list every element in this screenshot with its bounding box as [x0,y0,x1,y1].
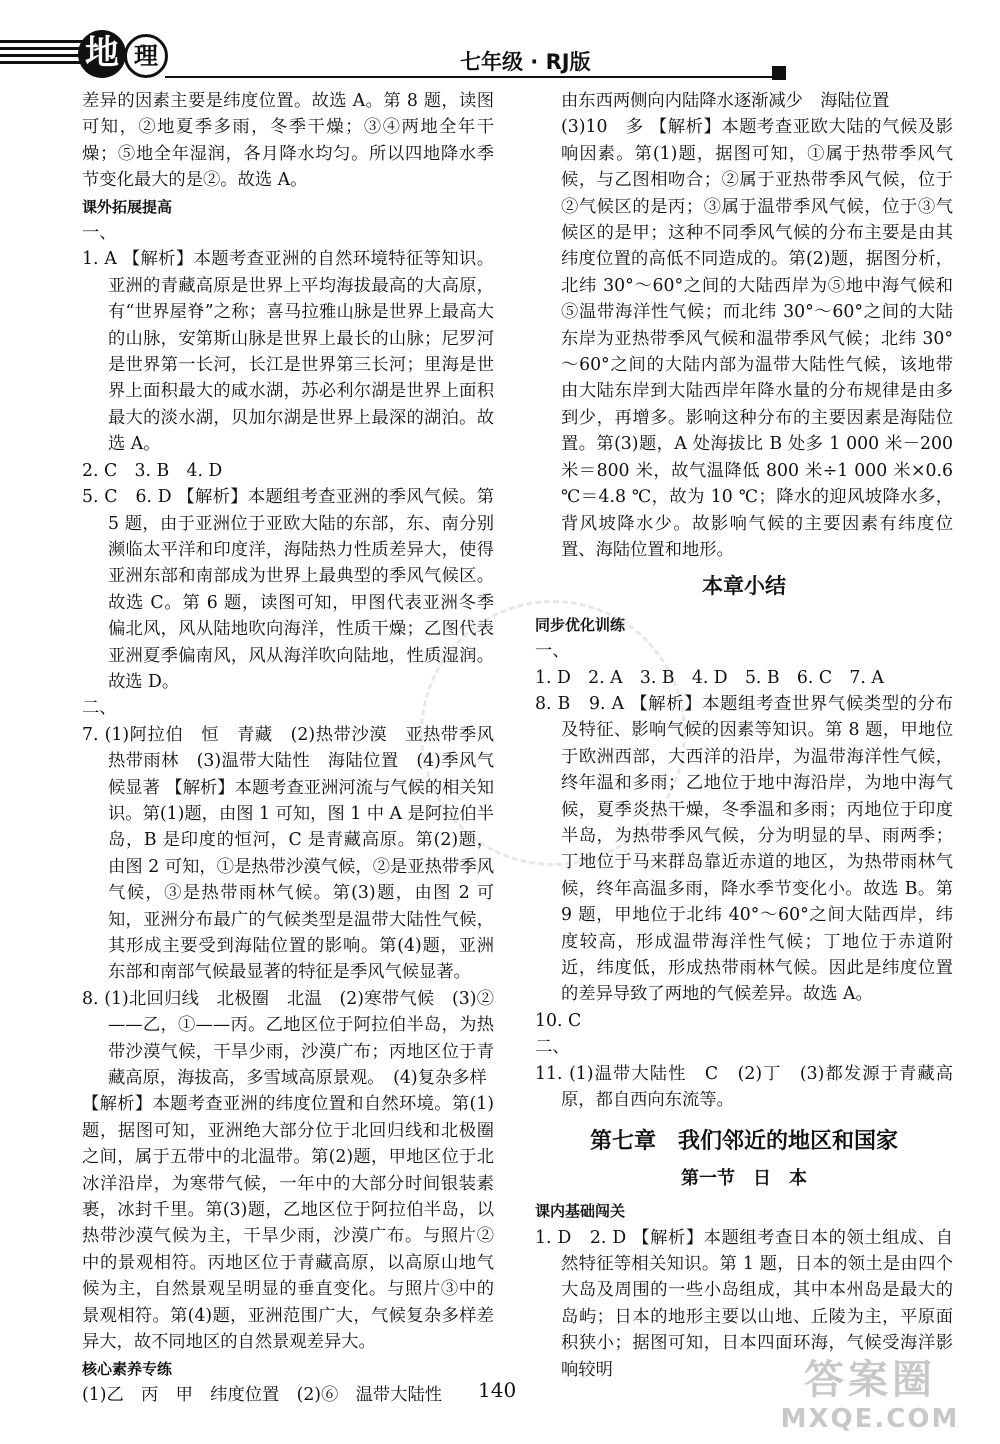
subsection-heading: 同步优化训练 [535,615,626,634]
part-marker: 二、 [535,1037,570,1058]
paragraph: 由东西两侧向内陆降水逐渐减少 海陆位置 [561,91,890,111]
answer-item: 8. (1)北回归线 北极圈 北温 (2)寒带气候 (3)②——乙，①——丙。乙地区位于阿拉伯半岛，为热带沙漠气候，干旱少雨，沙漠广布；丙地区位于青藏高原，海拔高，多雪域高原景观。 (4)复杂多样 [82,988,494,1089]
answer-item: 1. A 【解析】本题考查亚洲的自然环境特征等知识。亚洲的青藏高原是世界上平均海拔最高的大高原，有“世界屋脊”之称；喜马拉雅山脉是世界上最高大的山脉，安第斯山脉是世界上最长的山脉；尼罗河是世界第一长河，长江是世界第三长河；里海是世界上面积最大的咸水湖，苏必利尔湖是世界上面积最大的淡水湖，贝加尔湖是世界上最深的湖泊。故选 A。 [82,249,494,455]
answer-item: 10. C [535,1010,582,1031]
header-stripes [0,40,90,68]
page-header [0,0,1000,80]
subsection-heading: 课外拓展提高 [82,197,173,216]
chapter-title: 第七章 我们邻近的地区和国家 [589,1129,898,1155]
site-watermark [760,1356,980,1436]
section-title: 第一节 日 本 [681,1167,807,1189]
subsection-heading: 课内基础闯关 [535,1202,626,1221]
answer-explanation: 【解析】本题考查亚洲的纬度位置和自然环境。第(1)题，据图可知，亚洲绝大部分位于北回归线和北极圈之间，属于五带中的北温带。第(2)题，甲地区位于北冰洋沿岸，为寒带气候，一年中的大部分时间银装素裹，冰封千里。第(3)题，乙地区位于阿拉伯半岛，以热带沙漠气候为主，干旱少雨，沙漠广布。与照片②中的景观相符。丙地区位于青藏高原，以高原山地气候为主，自然景观呈明显的垂直变化。与照片③中的景观相符。第(4)题，亚洲范围广大，气候复杂多样差异大，故不同地区的自然景观差异大。 [82,1094,494,1353]
answer-item: 5. C 6. D 【解析】本题组考查亚洲的季风气候。第 5 题，由于亚洲位于亚欧大陆的东部，东、南分别濒临太平洋和印度洋，海陆热力性质差异大，使得亚洲东部和南部成为世界上最典型的季风气候区。故选 C。第 6 题，读图可知，甲图代表亚洲冬季偏北风，风从陆地吹向海洋，性质干燥；乙图代表亚洲夏季偏南风，风从海洋吹向陆地，性质湿润。故选 D。 [82,487,494,692]
subject-logo-sub: 理 [124,34,168,78]
page-number: 140 [478,1378,517,1402]
watermark-logo: 答案圈 [804,1357,936,1403]
subsection-heading: 核心素养专练 [82,1359,173,1378]
answer-item: 7. (1)阿拉伯 恒 青藏 (2)热带沙漠 亚热带季风 热带雨林 (3)温带大陆性 海陆位置 (4)季风气候显著 【解析】本题考查亚洲河流与气候的相关知识。第(1)题，由图 1 可知，图 1 中 A 是阿拉伯半岛，B 是印度的恒河，C 是青藏高原。第(2)题，由图 2 可知，①是热带沙漠气候，②是亚热带季风气候，③是热带雨林气候。第(3)题，由图 2 可知，亚洲分布最广的气候类型是温带大陆性气候，其形成主要受到海陆位置的影响。第(4)题，亚洲东部和南部气候最显著的特征是季风气候显著。 [82,724,512,983]
answer-item: 2. C 3. B 4. D [82,460,223,481]
answer-item: 1. D 2. D 【解析】本题组考查日本的领土组成、自然特征等相关知识。第 1 题，日本的领土是由四个大岛及周围的一些小岛组成，其中本州岛是最大的岛屿；日本的地形主要以山地、丘陵为主，平原面积狭小；据图可知，日本四面环海，气候受海洋影响较明 [535,1227,953,1380]
part-marker: 二、 [82,698,117,719]
paragraph: 差异的因素主要是纬度位置。故选 A。第 8 题，读图可知，②地夏季多雨，冬季干燥；③④两地全年干燥；⑤地全年湿润，各月降水均匀。所以四地降水季节变化最大的是②。故选 A。 [82,91,494,191]
grade-edition: 七年级 · RJ版 [460,50,591,74]
header-square-icon [772,66,786,80]
answer-item: 8. B 9. A 【解析】本题组考查世界气候类型的分布及特征、影响气候的因素等知识。第 8 题，甲地位于欧洲西部，大西洋的沿岸，为温带海洋性气候，终年温和多雨；乙地位于地中海沿岸，为地中海气候，夏季炎热干燥，冬季温和多雨；丙地位于印度半岛，为热带季风气候，分为明显的旱、雨两季；丁地位于马来群岛靠近赤道的地区，为热带雨林气候，终年高温多雨，降水季节变化小。故选 B。第 9 题，甲地位于北纬 40°～60°之间大陆西岸，纬度较高，形成温带海洋性气候；丁地位于赤道附近，纬度低，形成热带雨林气候。因此是纬度位置的差异导致了两地的气候差异。故选 A。 [535,693,953,1005]
chapter-summary-title: 本章小结 [702,574,786,599]
answer-item: 11. (1)温带大陆性 C (2)丁 (3)都发源于青藏高原，都自西向东流等。 [535,1063,953,1111]
right-column [535,88,953,1383]
answer-item: 1. D 2. A 3. B 4. D 5. B 6. C 7. A [535,667,884,688]
part-marker: 一、 [82,223,117,244]
watermark-url: MXQE.COM [780,1404,960,1434]
paragraph: (3)10 多 【解析】本题考查亚欧大陆的气候及影响因素。第(1)题，据图可知，①属于热带季风气候，与乙图相吻合；②属于亚热带季风气候，位于②气候区的是丙；③属于温带季风气候，位于③气候区的是甲；这种不同季风气候的分布主要是由其纬度位置的高低不同造成的。第(2)题，据图分析，北纬 30°～60°之间的大陆西岸为⑤地中海气候和⑤温带海洋性气候；而北纬 30°～60°之间的大陆东岸为亚热带季风气候和温带季风气候；北纬 30°～60°之间的大陆内部为温带大陆性气候，该地带由大陆东岸到大陆西岸年降水量的分布规律是由多到少，再增多。影响这种分布的主要因素是海陆位置。第(3)题，A 处海拔比 B 处多 1 000 米－200 米＝800 米，故气温降低 800 米÷1 000 米×0.6 ℃＝4.8 ℃，故为 10 ℃；降水的迎风坡降水多，背风坡降水少。故影响气候的主要因素有纬度位置、海陆位置和地形。 [561,117,953,560]
subject-logo: 地 [78,30,126,78]
answer-item: (1)乙 丙 甲 纬度位置 (2)⑥ 温带大陆性 [82,1384,443,1405]
header-rule [165,76,775,78]
part-marker: 一、 [535,641,570,662]
